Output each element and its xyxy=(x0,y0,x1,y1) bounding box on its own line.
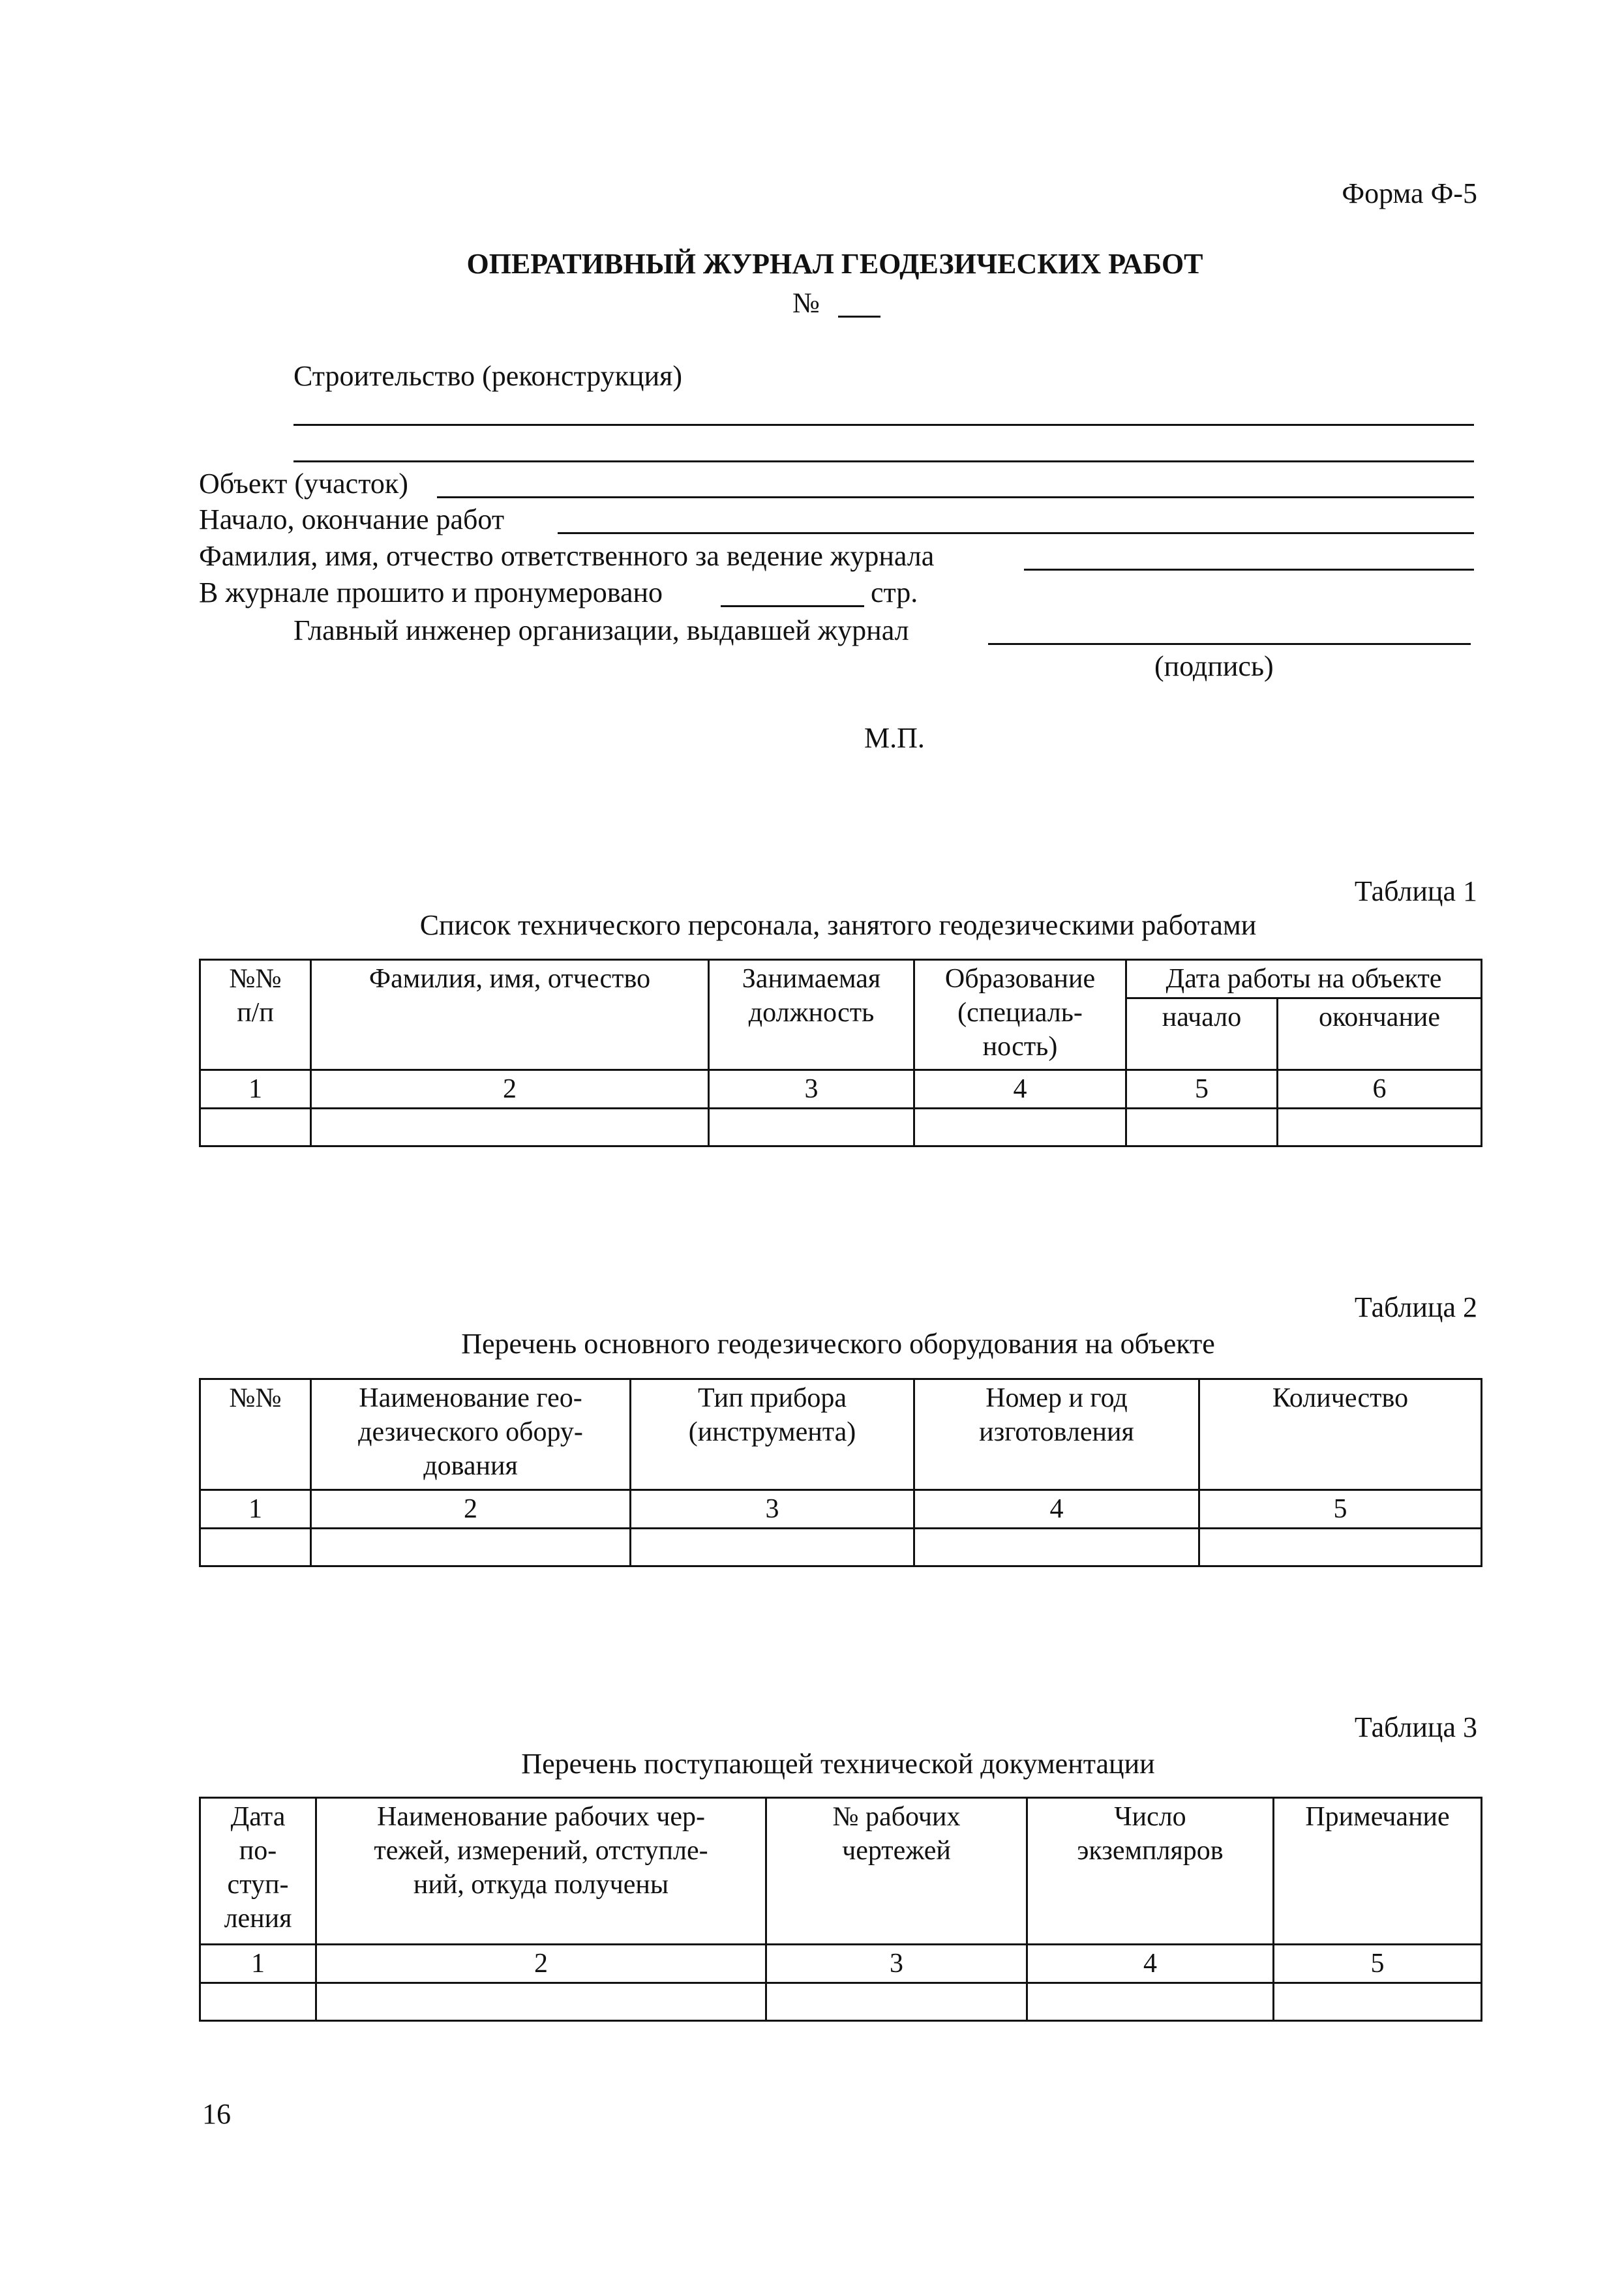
table-cell[interactable] xyxy=(766,1983,1027,2021)
equipment-table xyxy=(199,1378,1482,1567)
table-cell[interactable] xyxy=(914,1529,1199,1566)
personnel-table xyxy=(199,959,1482,1147)
table-cell[interactable] xyxy=(1126,1109,1278,1146)
pages-suffix: стр. xyxy=(871,576,918,608)
column-number: 1 xyxy=(200,1945,316,1983)
table-cell[interactable] xyxy=(1199,1529,1482,1566)
table-row xyxy=(200,1529,1482,1566)
stamp-label: М.П. xyxy=(864,722,925,754)
header-quantity: Количество xyxy=(1199,1379,1482,1490)
column-number: 1 xyxy=(200,1490,311,1529)
header-work-dates: Дата работы на объекте xyxy=(1126,960,1482,998)
construction-label: Строительство (реконструкция) xyxy=(293,360,683,392)
journal-number-label: № xyxy=(792,287,820,319)
column-number: 4 xyxy=(914,1490,1199,1529)
column-number: 3 xyxy=(631,1490,914,1529)
table-cell[interactable] xyxy=(1027,1983,1274,2021)
table-cell[interactable] xyxy=(1278,1109,1482,1146)
pages-line[interactable] xyxy=(721,605,864,607)
header-drawing-names: Наименование рабочих чер- тежей, измерений, отступле- ний, откуда получены xyxy=(316,1798,766,1945)
table2-caption: Перечень основного геодезического оборудования на объекте xyxy=(461,1328,1215,1360)
header-num: №№ п/п xyxy=(200,960,311,1070)
table-cell[interactable] xyxy=(200,1983,316,2021)
table-cell[interactable] xyxy=(709,1109,914,1146)
responsible-label: Фамилия, имя, отчество ответственного за ведение журнала xyxy=(199,540,935,572)
column-number: 5 xyxy=(1199,1490,1482,1529)
form-label: Форма Ф-5 xyxy=(1342,177,1477,209)
journal-number-line[interactable] xyxy=(838,316,880,318)
header-note: Примечание xyxy=(1274,1798,1482,1945)
chief-engineer-signature-line[interactable] xyxy=(988,643,1471,645)
column-numbers-row xyxy=(200,1070,1482,1109)
object-label: Объект (участок) xyxy=(199,468,408,500)
column-number: 2 xyxy=(311,1490,631,1529)
column-number: 3 xyxy=(709,1070,914,1109)
header-device-type: Тип прибора (инструмента) xyxy=(631,1379,914,1490)
responsible-line[interactable] xyxy=(1024,569,1474,571)
table-cell[interactable] xyxy=(631,1529,914,1566)
table1-label: Таблица 1 xyxy=(1354,875,1477,907)
table3-label: Таблица 3 xyxy=(1354,1711,1477,1743)
header-drawing-numbers: № рабочих чертежей xyxy=(766,1798,1027,1945)
column-number: 2 xyxy=(316,1945,766,1983)
table2-label: Таблица 2 xyxy=(1354,1291,1477,1323)
column-number: 3 xyxy=(766,1945,1027,1983)
table-cell[interactable] xyxy=(316,1983,766,2021)
journal-title: ОПЕРАТИВНЫЙ ЖУРНАЛ ГЕОДЕЗИЧЕСКИХ РАБОТ xyxy=(466,248,1203,280)
header-end: окончание xyxy=(1278,998,1482,1070)
table-cell[interactable] xyxy=(200,1529,311,1566)
header-copies: Число экземпляров xyxy=(1027,1798,1274,1945)
header-num: №№ xyxy=(200,1379,311,1490)
column-numbers-row xyxy=(200,1945,1482,1983)
header-start: начало xyxy=(1126,998,1278,1070)
dates-line[interactable] xyxy=(558,532,1474,534)
column-number: 5 xyxy=(1274,1945,1482,1983)
table-cell[interactable] xyxy=(311,1529,631,1566)
page-number: 16 xyxy=(202,2098,231,2130)
table1-caption: Список технического персонала, занятого геодезическими работами xyxy=(419,909,1257,941)
table-cell[interactable] xyxy=(200,1109,311,1146)
object-line[interactable] xyxy=(437,496,1474,498)
table-cell[interactable] xyxy=(311,1109,709,1146)
column-number: 5 xyxy=(1126,1070,1278,1109)
table-cell[interactable] xyxy=(914,1109,1126,1146)
table-row xyxy=(200,1983,1482,2021)
column-number: 1 xyxy=(200,1070,311,1109)
table-row xyxy=(200,1109,1482,1146)
header-education: Образование (специаль- ность) xyxy=(914,960,1126,1070)
header-position: Занимаемая должность xyxy=(709,960,914,1070)
header-number-year: Номер и год изготовления xyxy=(914,1379,1199,1490)
signature-caption: (подпись) xyxy=(1154,650,1274,682)
table-cell[interactable] xyxy=(1274,1983,1482,2021)
column-number: 6 xyxy=(1278,1070,1482,1109)
documentation-table xyxy=(199,1797,1482,2022)
column-numbers-row xyxy=(200,1490,1482,1529)
column-number: 4 xyxy=(914,1070,1126,1109)
header-equipment-name: Наименование гео- дезического обору- дования xyxy=(311,1379,631,1490)
chief-engineer-label: Главный инженер организации, выдавшей журнал xyxy=(293,614,909,646)
header-receipt-date: Дата по- ступ- ления xyxy=(200,1798,316,1945)
table3-caption: Перечень поступающей технической документации xyxy=(521,1748,1155,1780)
construction-line-2[interactable] xyxy=(293,460,1474,462)
header-name: Фамилия, имя, отчество xyxy=(311,960,709,1070)
column-number: 4 xyxy=(1027,1945,1274,1983)
construction-line-1[interactable] xyxy=(293,424,1474,426)
column-number: 2 xyxy=(311,1070,709,1109)
pages-label: В журнале прошито и пронумеровано xyxy=(199,576,663,608)
dates-label: Начало, окончание работ xyxy=(199,503,505,535)
